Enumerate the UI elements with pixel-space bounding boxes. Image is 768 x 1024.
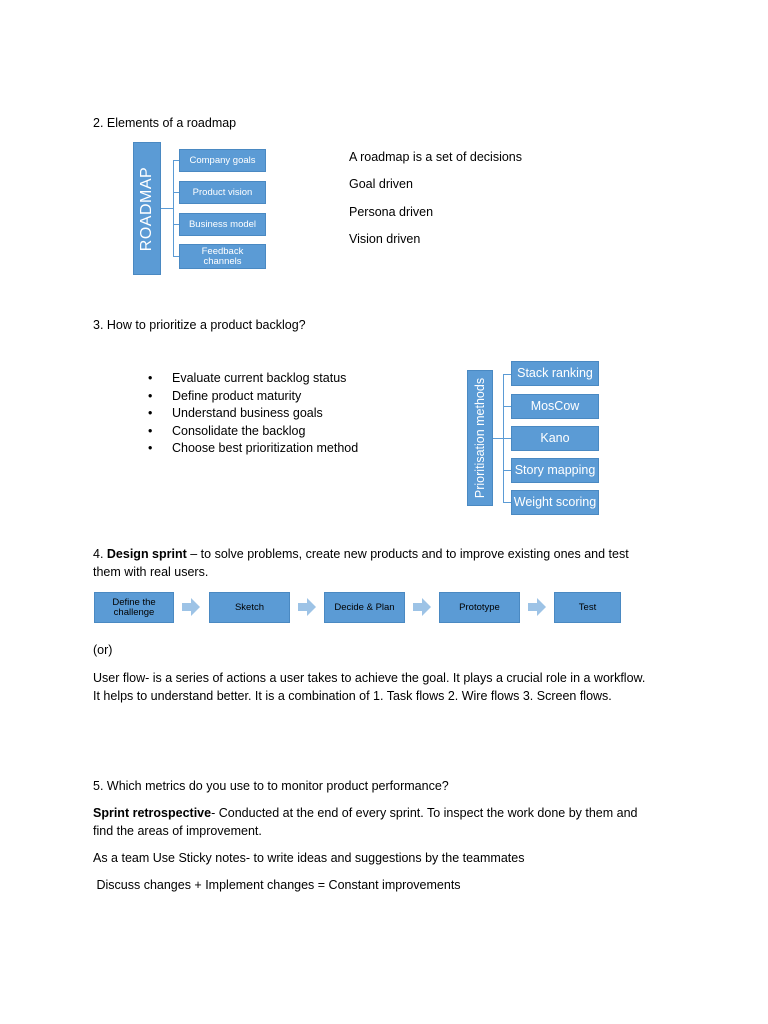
roadmap-box-feedback-channels: Feedback channels bbox=[179, 244, 266, 269]
method-box-stack-ranking: Stack ranking bbox=[511, 361, 599, 386]
method-box-story-mapping: Story mapping bbox=[511, 458, 599, 483]
step-prototype: Prototype bbox=[439, 592, 520, 623]
list-item: • Evaluate current backlog status bbox=[148, 370, 358, 388]
roadmap-note-1: A roadmap is a set of decisions bbox=[349, 150, 523, 164]
bullet-icon: • bbox=[148, 441, 153, 455]
roadmap-note-2: Goal driven bbox=[349, 177, 413, 191]
sticky-notes-line: As a team Use Sticky notes- to write ideas and suggestions by the teammates bbox=[93, 851, 525, 865]
roadmap-note-3: Persona driven bbox=[349, 205, 434, 219]
roadmap-note-4: Vision driven bbox=[349, 232, 421, 246]
section-2-heading: 2. Elements of a roadmap bbox=[93, 116, 237, 130]
arrow-right-icon bbox=[182, 598, 200, 616]
step-define-the-challenge: Define the challenge bbox=[94, 592, 174, 623]
bullet-icon: • bbox=[148, 371, 153, 385]
design-sprint-term: Design sprint bbox=[106, 547, 187, 561]
step-sketch: Sketch bbox=[209, 592, 290, 623]
sprint-retrospective-term: Sprint retrospective bbox=[93, 806, 212, 820]
section-3-heading: 3. How to prioritize a product backlog? bbox=[93, 318, 306, 332]
arrow-right-icon bbox=[413, 598, 431, 616]
arrow-right-icon bbox=[298, 598, 316, 616]
prioritisation-bar bbox=[467, 370, 493, 506]
bullet-icon: • bbox=[148, 423, 153, 438]
roadmap-box-product-vision: Product vision bbox=[179, 181, 266, 204]
step-test: Test bbox=[554, 592, 621, 623]
sprint-retrospective-paragraph: Sprint retrospective- Conducted at the end of every sprint. To inspect the work done by them and find the areas of improvement. bbox=[93, 806, 638, 838]
section-5-heading: 5. Which metrics do you use to to monitor product performance? bbox=[93, 779, 449, 793]
arrow-right-icon bbox=[528, 598, 546, 616]
section-4-heading: 4. Design sprint – to solve problems, create new products and to improve existing ones and test them with real users. bbox=[93, 547, 629, 579]
roadmap-label: ROADMAP bbox=[138, 166, 155, 251]
roadmap-box-business-model: Business model bbox=[179, 213, 266, 236]
bullet-icon: • bbox=[148, 388, 153, 403]
method-box-weight-scoring: Weight scoring bbox=[511, 490, 599, 515]
user-flow-paragraph: User flow- is a series of actions a user takes to achieve the goal. It plays a crucial role in a workflow. It helps to understand better. It is a combination of 1. Task flows 2. Wire flows 3. Screen flows. bbox=[93, 671, 646, 703]
backlog-steps-list bbox=[148, 370, 358, 458]
roadmap-bar bbox=[133, 142, 161, 275]
bullet-icon: • bbox=[148, 406, 153, 420]
step-decide-plan: Decide & Plan bbox=[324, 592, 405, 623]
formula-line: Discuss changes + Implement changes = Constant improvements bbox=[93, 878, 461, 892]
method-box-kano: Kano bbox=[511, 426, 599, 451]
list-item: • Consolidate the backlog bbox=[148, 423, 358, 441]
list-item: • Choose best prioritization method bbox=[148, 440, 358, 458]
roadmap-box-company-goals: Company goals bbox=[179, 149, 266, 172]
prioritisation-label: Prioritisation methods bbox=[473, 377, 487, 499]
method-box-moscow: MosCow bbox=[511, 394, 599, 419]
list-item: • Define product maturity bbox=[148, 388, 358, 406]
list-item: • Understand business goals bbox=[148, 405, 358, 423]
or-text: (or) bbox=[93, 643, 113, 657]
